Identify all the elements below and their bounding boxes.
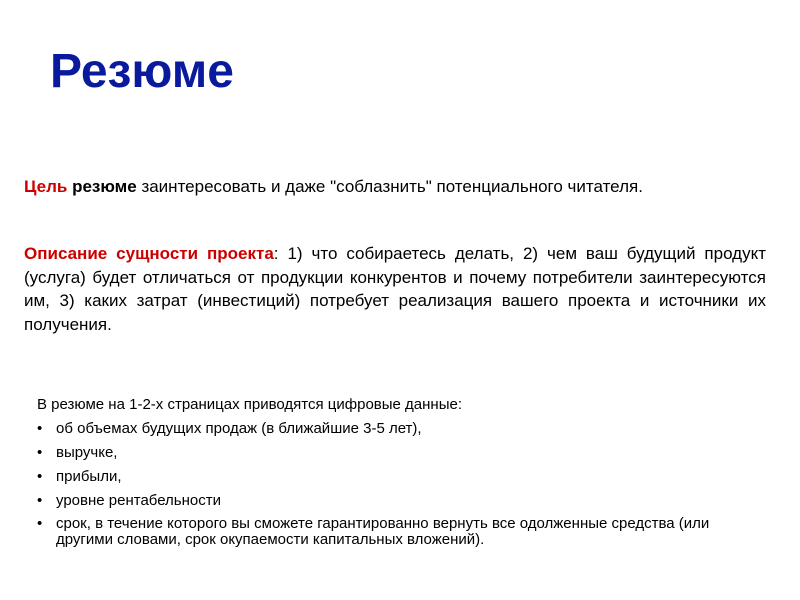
slide-title: Резюме xyxy=(50,45,234,98)
list-item-text: прибыли, xyxy=(56,468,122,485)
digits-intro: В резюме на 1-2-х страницах приводятся цифровые данные: xyxy=(37,396,462,413)
bullet-icon: • xyxy=(37,492,43,509)
digits-list xyxy=(37,420,757,548)
goal-label: Цель xyxy=(24,177,68,196)
list-item xyxy=(37,492,757,510)
list-item xyxy=(37,516,757,548)
digits-section xyxy=(37,396,757,554)
goal-label-bold: резюме xyxy=(72,177,137,196)
bullet-icon: • xyxy=(37,515,43,532)
bullet-icon: • xyxy=(37,468,43,485)
description-text: : 1) что собираетесь делать, 2) чем ваш будущий продукт (услуга) будет отличаться от продукции конкурентов и почему потребители заинтересуются им, 3) каких затрат (инвестиций) потребует реализация вашего проекта и источники их получения. xyxy=(24,244,766,334)
list-item xyxy=(37,468,757,486)
list-item-text: об объемах будущих продаж (в ближайшие 3-5 лет), xyxy=(56,420,422,437)
list-item-text: выручке, xyxy=(56,444,118,461)
list-item-text: срок, в течение которого вы сможете гарантированно вернуть все одолженные средства (или другими словами, срок окупаемости капитальных вложений). xyxy=(56,515,710,548)
list-item xyxy=(37,420,757,438)
goal-paragraph xyxy=(24,176,769,198)
description-label: Описание сущности проекта xyxy=(24,244,274,263)
goal-text: заинтересовать и даже "соблазнить" потенциального читателя. xyxy=(141,177,643,196)
bullet-icon: • xyxy=(37,420,43,437)
bullet-icon: • xyxy=(37,444,43,461)
description-paragraph xyxy=(24,242,766,336)
list-item xyxy=(37,444,757,462)
list-item-text: уровне рентабельности xyxy=(56,492,221,509)
